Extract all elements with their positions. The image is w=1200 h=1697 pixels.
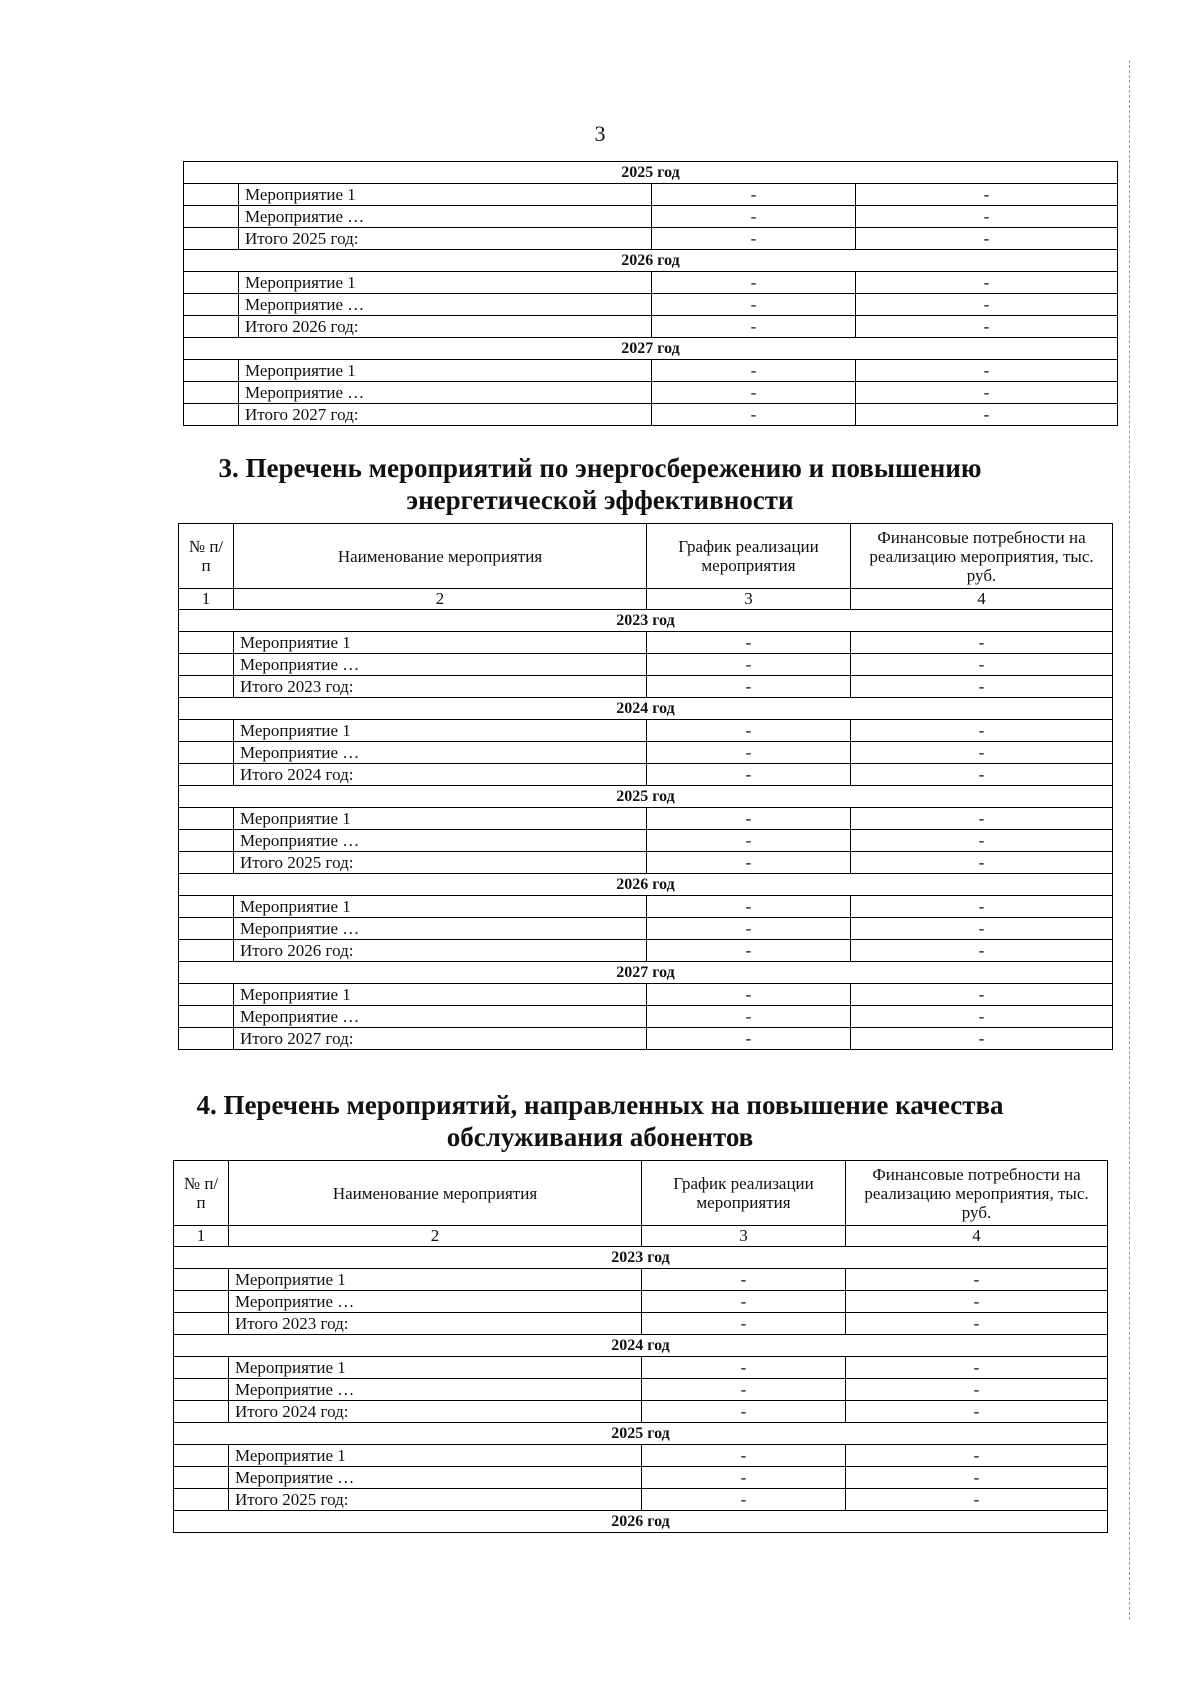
total-row <box>179 764 1113 786</box>
total-row <box>174 1313 1108 1335</box>
measure-name: Мероприятие 1 <box>234 984 647 1006</box>
measure-name: Мероприятие … <box>234 742 647 764</box>
column-number: 4 <box>846 1226 1108 1247</box>
year-heading: 2024 год <box>174 1335 1108 1357</box>
table-row <box>179 984 1113 1006</box>
measure-schedule: - <box>652 360 856 382</box>
measure-finance: - <box>851 896 1113 918</box>
table-row <box>174 1467 1108 1489</box>
row-number <box>174 1291 229 1313</box>
measure-name: Мероприятие … <box>234 654 647 676</box>
measure-finance: - <box>851 984 1113 1006</box>
row-number <box>179 1006 234 1028</box>
section-4-title <box>0 1089 1200 1153</box>
column-number: 2 <box>234 589 647 610</box>
measure-name: Мероприятие … <box>229 1467 642 1489</box>
column-numbers-row <box>174 1226 1108 1247</box>
total-finance: - <box>846 1489 1108 1511</box>
header-name: Наименование мероприятия <box>234 524 647 589</box>
row-number <box>184 228 239 250</box>
table-row <box>179 808 1113 830</box>
table-row <box>174 1291 1108 1313</box>
row-number <box>174 1401 229 1423</box>
year-heading: 2027 год <box>184 338 1118 360</box>
total-row <box>179 940 1113 962</box>
measure-finance: - <box>851 918 1113 940</box>
row-number <box>184 272 239 294</box>
total-label: Итого 2025 год: <box>234 852 647 874</box>
measure-finance: - <box>856 382 1118 404</box>
measure-finance: - <box>856 360 1118 382</box>
table-row <box>174 1445 1108 1467</box>
year-row <box>179 962 1113 984</box>
measure-schedule: - <box>647 984 851 1006</box>
total-label: Итого 2025 год: <box>229 1489 642 1511</box>
total-schedule: - <box>642 1401 846 1423</box>
measure-finance: - <box>856 272 1118 294</box>
total-finance: - <box>851 676 1113 698</box>
row-number <box>179 632 234 654</box>
total-finance: - <box>851 764 1113 786</box>
measure-name: Мероприятие … <box>229 1291 642 1313</box>
year-row <box>179 874 1113 896</box>
total-finance: - <box>851 940 1113 962</box>
table-row <box>174 1269 1108 1291</box>
year-heading: 2027 год <box>179 962 1113 984</box>
measure-finance: - <box>846 1269 1108 1291</box>
row-number <box>184 294 239 316</box>
total-schedule: - <box>647 764 851 786</box>
total-schedule: - <box>647 1028 851 1050</box>
total-schedule: - <box>652 228 856 250</box>
measure-schedule: - <box>652 272 856 294</box>
measure-schedule: - <box>642 1357 846 1379</box>
table-header-row <box>174 1161 1108 1226</box>
header-name: Наименование мероприятия <box>229 1161 642 1226</box>
section-3-title-line-2: энергетической эффективности <box>406 485 794 515</box>
header-num: № п/п <box>174 1161 229 1226</box>
row-number <box>174 1467 229 1489</box>
row-number <box>179 654 234 676</box>
measure-name: Мероприятие 1 <box>229 1445 642 1467</box>
year-heading: 2023 год <box>179 610 1113 632</box>
total-row <box>174 1489 1108 1511</box>
total-finance: - <box>851 1028 1113 1050</box>
row-number <box>179 940 234 962</box>
year-row <box>174 1511 1108 1533</box>
table-section-3 <box>178 523 1113 1050</box>
measure-name: Мероприятие … <box>234 918 647 940</box>
measure-finance: - <box>856 206 1118 228</box>
measure-name: Мероприятие 1 <box>234 720 647 742</box>
row-number <box>179 764 234 786</box>
total-schedule: - <box>647 852 851 874</box>
measure-finance: - <box>851 720 1113 742</box>
year-heading: 2025 год <box>174 1423 1108 1445</box>
year-heading: 2023 год <box>174 1247 1108 1269</box>
measure-schedule: - <box>647 654 851 676</box>
measure-schedule: - <box>642 1467 846 1489</box>
measure-name: Мероприятие … <box>239 382 652 404</box>
total-label: Итого 2025 год: <box>239 228 652 250</box>
column-number: 1 <box>174 1226 229 1247</box>
total-label: Итого 2023 год: <box>234 676 647 698</box>
year-row <box>184 162 1118 184</box>
measure-name: Мероприятие … <box>239 206 652 228</box>
measure-name: Мероприятие 1 <box>234 808 647 830</box>
section-4-title-line-2: обслуживания абонентов <box>446 1122 754 1152</box>
measure-finance: - <box>851 654 1113 676</box>
year-row <box>174 1247 1108 1269</box>
row-number <box>179 808 234 830</box>
row-number <box>174 1445 229 1467</box>
year-row <box>184 250 1118 272</box>
measure-name: Мероприятие 1 <box>229 1357 642 1379</box>
row-number <box>174 1357 229 1379</box>
row-number <box>174 1269 229 1291</box>
measure-finance: - <box>846 1291 1108 1313</box>
row-number <box>179 676 234 698</box>
total-row <box>174 1401 1108 1423</box>
measure-name: Мероприятие 1 <box>239 272 652 294</box>
measure-schedule: - <box>642 1445 846 1467</box>
total-schedule: - <box>652 316 856 338</box>
measure-finance: - <box>856 184 1118 206</box>
measure-schedule: - <box>642 1291 846 1313</box>
measure-finance: - <box>851 830 1113 852</box>
total-label: Итого 2023 год: <box>229 1313 642 1335</box>
table-row <box>179 742 1113 764</box>
measure-finance: - <box>851 742 1113 764</box>
total-schedule: - <box>647 676 851 698</box>
measure-name: Мероприятие 1 <box>234 896 647 918</box>
total-schedule: - <box>647 940 851 962</box>
year-row <box>174 1335 1108 1357</box>
row-number <box>179 742 234 764</box>
measure-finance: - <box>846 1357 1108 1379</box>
column-number: 1 <box>179 589 234 610</box>
table-row <box>179 918 1113 940</box>
table-row <box>179 654 1113 676</box>
measure-name: Мероприятие … <box>229 1379 642 1401</box>
measure-finance: - <box>851 808 1113 830</box>
total-label: Итого 2024 год: <box>229 1401 642 1423</box>
year-heading: 2026 год <box>174 1511 1108 1533</box>
table-row <box>184 360 1118 382</box>
year-heading: 2026 год <box>184 250 1118 272</box>
measure-schedule: - <box>647 808 851 830</box>
table-continuation <box>183 161 1118 426</box>
year-row <box>184 338 1118 360</box>
year-heading: 2024 год <box>179 698 1113 720</box>
total-row <box>179 676 1113 698</box>
total-row <box>184 404 1118 426</box>
year-row <box>179 786 1113 808</box>
measure-name: Мероприятие … <box>239 294 652 316</box>
row-number <box>184 382 239 404</box>
row-number <box>184 184 239 206</box>
year-heading: 2026 год <box>179 874 1113 896</box>
table-row <box>179 896 1113 918</box>
header-schedule: График реализации мероприятия <box>642 1161 846 1226</box>
total-finance: - <box>851 852 1113 874</box>
total-label: Итого 2024 год: <box>234 764 647 786</box>
measure-schedule: - <box>647 830 851 852</box>
measure-schedule: - <box>647 720 851 742</box>
row-number <box>179 1028 234 1050</box>
total-label: Итого 2027 год: <box>239 404 652 426</box>
row-number <box>174 1489 229 1511</box>
total-label: Итого 2027 год: <box>234 1028 647 1050</box>
table-row <box>184 272 1118 294</box>
table-row <box>174 1357 1108 1379</box>
measure-finance: - <box>851 1006 1113 1028</box>
measure-name: Мероприятие … <box>234 830 647 852</box>
total-label: Итого 2026 год: <box>234 940 647 962</box>
column-numbers-row <box>179 589 1113 610</box>
total-row <box>184 316 1118 338</box>
table-row <box>179 720 1113 742</box>
measure-name: Мероприятие … <box>234 1006 647 1028</box>
year-heading: 2025 год <box>179 786 1113 808</box>
total-finance: - <box>856 228 1118 250</box>
table-row <box>179 632 1113 654</box>
total-label: Итого 2026 год: <box>239 316 652 338</box>
header-schedule: График реализации мероприятия <box>647 524 851 589</box>
column-number: 2 <box>229 1226 642 1247</box>
measure-schedule: - <box>647 918 851 940</box>
column-number: 4 <box>851 589 1113 610</box>
measure-schedule: - <box>642 1379 846 1401</box>
total-schedule: - <box>642 1489 846 1511</box>
measure-schedule: - <box>647 1006 851 1028</box>
page-number: 3 <box>594 121 606 146</box>
header-finance: Финансовые потребности на реализацию мероприятия, тыс. руб. <box>846 1161 1108 1226</box>
measure-schedule: - <box>647 742 851 764</box>
table-row <box>174 1379 1108 1401</box>
section-4-title-line-1: 4. Перечень мероприятий, направленных на повышение качества <box>196 1090 1004 1120</box>
row-number <box>184 360 239 382</box>
column-number: 3 <box>642 1226 846 1247</box>
row-number <box>174 1313 229 1335</box>
header-finance: Финансовые потребности на реализацию мероприятия, тыс. руб. <box>851 524 1113 589</box>
table-section-4 <box>173 1160 1108 1533</box>
total-finance: - <box>846 1313 1108 1335</box>
table-row <box>184 206 1118 228</box>
measure-schedule: - <box>652 206 856 228</box>
measure-name: Мероприятие 1 <box>229 1269 642 1291</box>
measure-finance: - <box>846 1467 1108 1489</box>
table-row <box>184 382 1118 404</box>
header-num: № п/п <box>179 524 234 589</box>
table-row <box>184 184 1118 206</box>
total-finance: - <box>856 404 1118 426</box>
measure-finance: - <box>846 1379 1108 1401</box>
scan-edge-line <box>1129 60 1130 1620</box>
measure-schedule: - <box>652 382 856 404</box>
measure-name: Мероприятие 1 <box>239 184 652 206</box>
row-number <box>179 896 234 918</box>
row-number <box>179 984 234 1006</box>
measure-name: Мероприятие 1 <box>239 360 652 382</box>
measure-finance: - <box>856 294 1118 316</box>
row-number <box>174 1379 229 1401</box>
measure-schedule: - <box>652 184 856 206</box>
table-header-row <box>179 524 1113 589</box>
table-row <box>179 1006 1113 1028</box>
total-schedule: - <box>652 404 856 426</box>
table-row <box>184 294 1118 316</box>
total-schedule: - <box>642 1313 846 1335</box>
row-number <box>184 316 239 338</box>
total-finance: - <box>856 316 1118 338</box>
total-row <box>179 852 1113 874</box>
total-row <box>179 1028 1113 1050</box>
year-row <box>179 698 1113 720</box>
year-heading: 2025 год <box>184 162 1118 184</box>
total-finance: - <box>846 1401 1108 1423</box>
section-3-title <box>0 452 1200 516</box>
year-row <box>179 610 1113 632</box>
measure-schedule: - <box>652 294 856 316</box>
year-row <box>174 1423 1108 1445</box>
row-number <box>179 830 234 852</box>
total-row <box>184 228 1118 250</box>
row-number <box>179 918 234 940</box>
measure-schedule: - <box>642 1269 846 1291</box>
row-number <box>179 720 234 742</box>
measure-schedule: - <box>647 896 851 918</box>
measure-schedule: - <box>647 632 851 654</box>
row-number <box>184 206 239 228</box>
table-row <box>179 830 1113 852</box>
column-number: 3 <box>647 589 851 610</box>
section-3-title-line-1: 3. Перечень мероприятий по энергосбережению и повышению <box>218 453 982 483</box>
row-number <box>184 404 239 426</box>
measure-name: Мероприятие 1 <box>234 632 647 654</box>
row-number <box>179 852 234 874</box>
measure-finance: - <box>846 1445 1108 1467</box>
measure-finance: - <box>851 632 1113 654</box>
